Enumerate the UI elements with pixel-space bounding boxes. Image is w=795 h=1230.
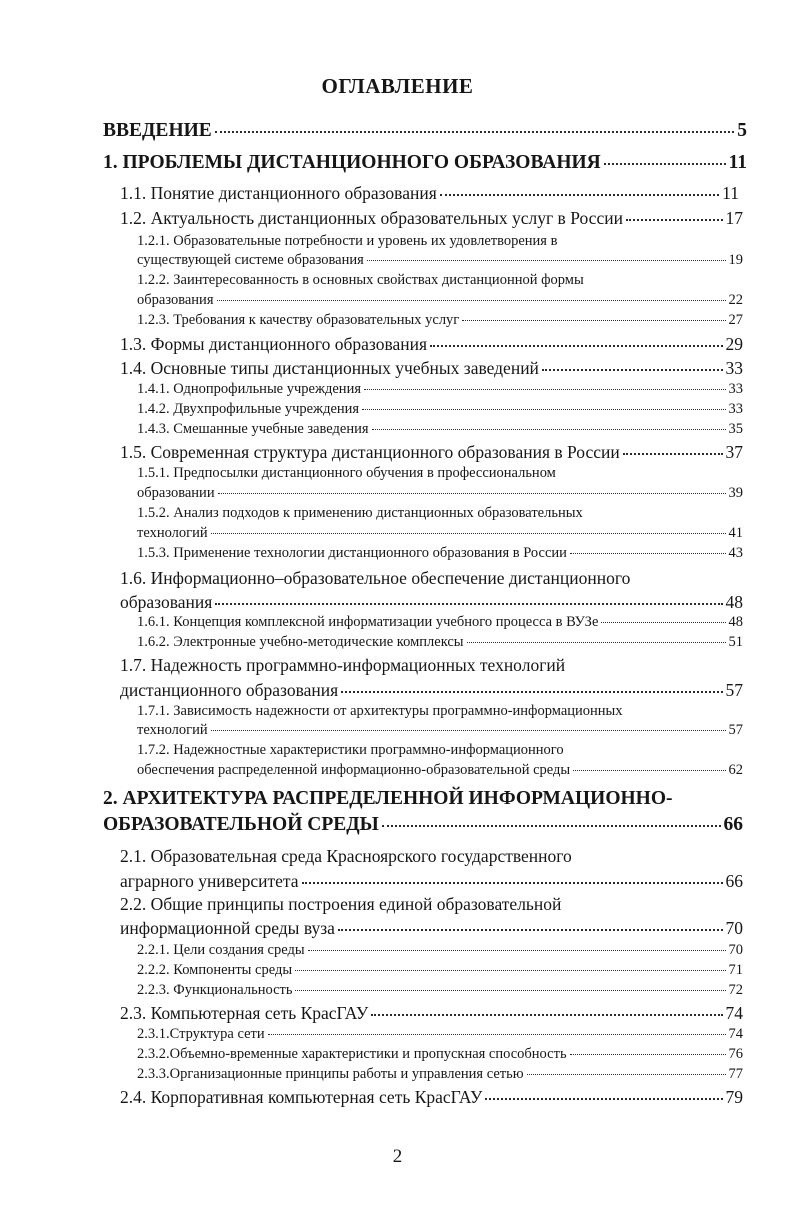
toc-page-number: 77 [728, 1066, 743, 1082]
toc-entry-2-3 [120, 1003, 743, 1024]
toc-page-number: 33 [728, 401, 743, 417]
toc-page-number: 66 [723, 814, 743, 835]
toc-page-number: 79 [725, 1087, 743, 1107]
toc-page-number: 17 [725, 208, 743, 228]
toc-entry-2-3-3 [137, 1066, 743, 1083]
toc-page-number: 74 [728, 1026, 743, 1042]
leader-dots [364, 389, 726, 390]
toc-entry-1-2-1 [137, 252, 743, 269]
toc-page-number: 43 [728, 545, 743, 561]
toc-entry-text: дистанционного образования [120, 680, 339, 700]
leader-dots [362, 409, 725, 410]
toc-entry-1-2 [120, 208, 743, 229]
toc-entry-2-2-1 [137, 942, 743, 959]
leader-dots [372, 429, 726, 430]
leader-dots [211, 730, 726, 731]
toc-entry-1-2-1-line1: 1.2.1. Образовательные потребности и уровень их удовлетворения в [137, 233, 558, 249]
toc-entry-text: 2.3. Компьютерная сеть КрасГАУ [120, 1003, 369, 1023]
leader-dots [295, 990, 725, 991]
toc-entry-text: 2.4. Корпоративная компьютерная сеть КрасГАУ [120, 1087, 483, 1107]
leader-dots [573, 770, 725, 771]
toc-page-number: 62 [728, 762, 743, 778]
leader-dots [570, 553, 726, 554]
toc-page-number: 51 [728, 634, 743, 650]
toc-entry-1-2-2 [137, 292, 743, 309]
toc-entry-2-4 [120, 1087, 743, 1108]
toc-page-number: 22 [728, 292, 743, 308]
leader-dots [440, 194, 719, 196]
toc-entry-1-5-2 [137, 525, 743, 542]
toc-entry-text: 2.2.1. Цели создания среды [137, 942, 305, 958]
toc-entry-1-3 [120, 334, 743, 355]
toc-entry-text: образования [137, 292, 214, 308]
leader-dots [217, 300, 726, 301]
leader-dots [430, 345, 722, 347]
toc-page-number: 39 [728, 485, 743, 501]
toc-entry-1-6-2 [137, 634, 743, 651]
toc-entry-text: 1.2. Актуальность дистанционных образовательных услуг в России [120, 208, 623, 228]
toc-page-number: 48 [728, 614, 743, 630]
toc-entry-1-6-1 [137, 614, 743, 631]
leader-dots [215, 603, 722, 605]
toc-entry-text: 2.2.3. Функциональность [137, 982, 293, 998]
toc-entry-1-5-1-line1: 1.5.1. Предпосылки дистанционного обучения в профессиональном [137, 465, 556, 481]
toc-entry-1-1 [120, 183, 739, 204]
toc-entry-text: образовании [137, 485, 215, 501]
toc-page-number: 5 [737, 120, 747, 141]
toc-entry-2-2-3 [137, 982, 743, 999]
toc-page-number: 11 [728, 152, 747, 173]
toc-entry-text: 2.3.3.Организационные принципы работы и управления сетью [137, 1066, 524, 1082]
toc-entry-text: 1. ПРОБЛЕМЫ ДИСТАНЦИОННОГО ОБРАЗОВАНИЯ [103, 152, 601, 173]
leader-dots [601, 622, 725, 623]
toc-entry-text: информационной среды вуза [120, 918, 335, 938]
leader-dots [542, 369, 723, 371]
toc-entry-text: 1.4.2. Двухпрофильные учреждения [137, 401, 360, 417]
toc-entry-1-5-2-line1: 1.5.2. Анализ подходов к применению дистанционных образовательных [137, 505, 583, 521]
toc-entry-2-3-2 [137, 1046, 743, 1063]
toc-entry-text: 1.5.3. Применение технологии дистанционного образования в России [137, 545, 567, 561]
toc-entry-1-4 [120, 358, 743, 379]
toc-entry-text: 1.6.2. Электронные учебно-методические комплексы [137, 634, 464, 650]
toc-entry-2-1 [120, 871, 743, 892]
leader-dots [623, 453, 723, 455]
toc-entry-text: 1.4.1. Однопрофильные учреждения [137, 381, 361, 397]
toc-entry-1-7-1-line1: 1.7.1. Зависимость надежности от архитектуры программно-информационных [137, 703, 623, 719]
leader-dots [218, 493, 726, 494]
leader-dots [367, 260, 726, 261]
toc-entry-2-3-1 [137, 1026, 743, 1043]
toc-page-number: 37 [725, 442, 743, 462]
toc-entry-1-7-2-line1: 1.7.2. Надежностные характеристики программно-информационного [137, 742, 564, 758]
toc-entry-1-4-3 [137, 421, 743, 438]
toc-entry-1-2-2-line1: 1.2.2. Заинтересованность в основных свойствах дистанционной формы [137, 272, 584, 288]
toc-entry-1-4-2 [137, 401, 743, 418]
toc-entry-2-2-2 [137, 962, 743, 979]
toc-entry-text: 2.3.2.Объемно-временные характеристики и пропускная способность [137, 1046, 567, 1062]
toc-entry-text: 1.1. Понятие дистанционного образования [120, 183, 437, 203]
toc-page-number: 29 [725, 334, 743, 354]
toc-entry-1-5 [120, 442, 743, 463]
toc-entry-2-2-line1: 2.2. Общие принципы построения единой образовательной [120, 894, 562, 914]
toc-entry-text: 1.4. Основные типы дистанционных учебных заведений [120, 358, 539, 378]
toc-page-number: 70 [725, 918, 743, 938]
toc-entry-1-2-3 [137, 312, 743, 329]
leader-dots [215, 131, 734, 133]
toc-entry-text: 1.3. Формы дистанционного образования [120, 334, 428, 354]
leader-dots [527, 1074, 726, 1075]
toc-page-number: 71 [728, 962, 743, 978]
toc-entry-text: 1.6.1. Концепция комплексной информатизации учебного процесса в ВУЗе [137, 614, 599, 630]
leader-dots [570, 1054, 726, 1055]
toc-page-number: 33 [725, 358, 743, 378]
toc-entry-text: аграрного университета [120, 871, 299, 891]
toc-page-number: 27 [728, 312, 743, 328]
toc-entry-text: 1.5. Современная структура дистанционного образования в России [120, 442, 620, 462]
toc-entry-1-7-1 [137, 722, 743, 739]
toc-entry-1-5-3 [137, 545, 743, 562]
toc-page-number: 72 [728, 982, 743, 998]
toc-entry-1-5-1 [137, 485, 743, 502]
toc-entry-text: образования [120, 592, 213, 612]
leader-dots [295, 970, 725, 971]
toc-entry-text: 2.3.1.Структура сети [137, 1026, 265, 1042]
toc-entry-2-2 [120, 918, 743, 939]
toc-page-number: 35 [728, 421, 743, 437]
toc-page-number: 41 [728, 525, 743, 541]
toc-page-number: 74 [725, 1003, 743, 1023]
toc-entry-text: 1.2.3. Требования к качеству образовательных услуг [137, 312, 460, 328]
leader-dots [462, 320, 725, 321]
toc-entry-1-7 [120, 680, 743, 701]
toc-page-number: 57 [728, 722, 743, 738]
toc-entry-text: обеспечения распределенной информационно-образовательной среды [137, 762, 571, 778]
toc-page-number: 48 [725, 592, 743, 612]
toc-entry-text: технологий [137, 525, 208, 541]
page-title: ОГЛАВЛЕНИЕ [321, 74, 474, 98]
toc-entry-chapter-1 [103, 152, 747, 174]
leader-dots [268, 1034, 726, 1035]
leader-dots [485, 1098, 722, 1100]
leader-dots [211, 533, 726, 534]
toc-entry-chapter-2-line1: 2. АРХИТЕКТУРА РАСПРЕДЕЛЕННОЙ ИНФОРМАЦИОННО- [103, 788, 673, 809]
leader-dots [341, 691, 722, 693]
leader-dots [338, 929, 723, 931]
toc-entry-intro [103, 120, 747, 142]
toc-entry-1-6-line1: 1.6. Информационно–образовательное обеспечение дистанционного [120, 568, 631, 588]
toc-entry-text: 1.4.3. Смешанные учебные заведения [137, 421, 369, 437]
toc-entry-2-1-line1: 2.1. Образовательная среда Красноярского государственного [120, 846, 572, 866]
toc-entry-text: технологий [137, 722, 208, 738]
toc-entry-1-6 [120, 592, 743, 613]
toc-page-number: 11 [722, 183, 739, 203]
toc-entry-text: ОБРАЗОВАТЕЛЬНОЙ СРЕДЫ [103, 814, 379, 835]
toc-page-number: 19 [728, 252, 743, 268]
leader-dots [626, 219, 723, 221]
toc-entry-text: 2.2.2. Компоненты среды [137, 962, 293, 978]
toc-entry-1-4-1 [137, 381, 743, 398]
toc-page-number: 57 [725, 680, 743, 700]
toc-entry-chapter-2 [103, 814, 743, 836]
leader-dots [467, 642, 726, 643]
leader-dots [382, 825, 721, 827]
toc-page-number: 70 [728, 942, 743, 958]
page-number: 2 [392, 1146, 403, 1167]
toc-entry-text: существующей системе образования [137, 252, 364, 268]
toc-entry-1-7-line1: 1.7. Надежность программно-информационных технологий [120, 655, 566, 675]
toc-page-number: 33 [728, 381, 743, 397]
toc-entry-1-7-2 [137, 762, 743, 779]
leader-dots [604, 163, 726, 165]
toc-page-number: 76 [728, 1046, 743, 1062]
toc-page-number: 66 [725, 871, 743, 891]
leader-dots [308, 950, 726, 951]
leader-dots [371, 1014, 722, 1016]
leader-dots [302, 882, 723, 884]
toc-entry-text: ВВЕДЕНИЕ [103, 120, 212, 141]
